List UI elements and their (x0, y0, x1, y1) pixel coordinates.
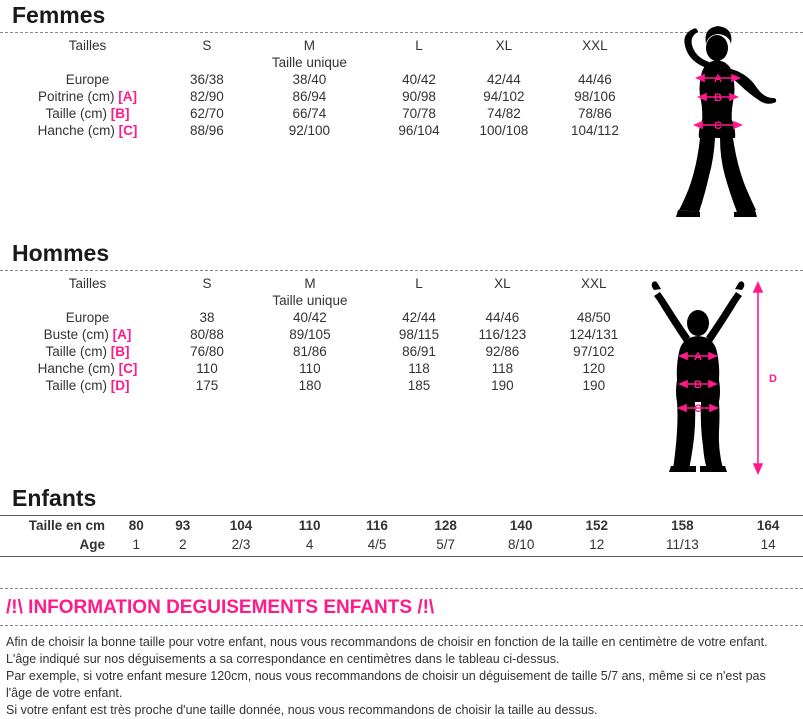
figure-marker-c: C (714, 120, 722, 132)
cell: 86/94 (292, 89, 327, 104)
row-label-text: Europe (65, 310, 110, 325)
table-row (0, 309, 640, 326)
table-row (0, 88, 640, 105)
table-row-header (0, 37, 640, 54)
info-line-1: Afin de choisir la bonne taille pour votre enfant, nous vous recommandons de choisir en fonction de la taille en centimètre de votre enfant. (6, 635, 768, 649)
cell: 98/115 (398, 327, 440, 342)
cell: 62/70 (189, 106, 224, 121)
cell: 81/86 (293, 344, 327, 359)
cell: 4 (305, 537, 314, 552)
col-header-2: M (304, 276, 316, 291)
row-label-text: Hanche (cm) (37, 123, 115, 138)
cell: 185 (407, 378, 431, 393)
section-enfants (0, 485, 803, 557)
row-label-taille-b (0, 343, 175, 360)
enfants-title-wrap (0, 485, 803, 515)
cell: 38/40 (292, 72, 327, 87)
cell: 4/5 (367, 537, 387, 552)
cell: 118 (491, 361, 514, 376)
info-line-4: Si votre enfant est très proche d'une taille donnée, nous vous recommandons de choisir la taille au dessus. (6, 703, 598, 717)
cell: 66/74 (292, 106, 327, 121)
cell: 175 (195, 378, 219, 393)
cell: 124/131 (569, 327, 619, 342)
row-label-buste (0, 326, 175, 343)
hommes-title-wrap (0, 240, 803, 270)
cell: 93 (175, 518, 191, 533)
cell: 118 (408, 361, 430, 376)
col-header-5: XXL (582, 38, 608, 53)
row-label-hanche (0, 122, 175, 139)
col-header-1: S (202, 38, 212, 53)
cell: 76/80 (190, 344, 224, 359)
col-header-0: Tailles (68, 38, 107, 53)
row-label-age: Age (79, 537, 105, 552)
cell: 2/3 (231, 537, 251, 552)
cell: 190 (491, 378, 514, 393)
table-row (0, 377, 640, 394)
figure-marker-d: D (769, 373, 777, 385)
table-row-taille-unique (0, 292, 640, 309)
row-label-text: Poitrine (cm) (37, 89, 115, 104)
col-header-4: XL (494, 276, 511, 291)
table-row (0, 71, 640, 88)
cell: 70/78 (402, 106, 436, 121)
cell: 11/13 (666, 537, 699, 552)
table-row (0, 360, 640, 377)
row-label-text: Taille (cm) (45, 106, 107, 121)
info-line-3: Par exemple, si votre enfant mesure 120cm, nous vous recommandons de choisir un déguisement de taille 5/7 ans, même si ce n'est pas l'âge de votre enfant. (6, 669, 766, 700)
cell: 158 (671, 518, 694, 533)
row-label-text: Taille (cm) (45, 344, 107, 359)
marker-d: [D] (110, 378, 130, 393)
female-silhouette-figure (645, 22, 785, 220)
cell: 110 (196, 361, 218, 376)
table-hommes (0, 275, 640, 394)
row-label-taille (0, 105, 175, 122)
cell: 104/112 (571, 123, 619, 138)
row-label-poitrine (0, 88, 175, 105)
cell: 116/123 (478, 327, 527, 342)
cell: 110 (298, 518, 321, 533)
male-silhouette-figure (640, 280, 790, 478)
cell: 42/44 (402, 310, 436, 325)
cell: 1 (132, 537, 141, 552)
divider-enfants-bottom (0, 556, 803, 557)
cell: 180 (298, 378, 322, 393)
table-row-header (0, 275, 640, 292)
section-hommes (0, 240, 803, 415)
cell: 120 (582, 361, 606, 376)
cell: 94/102 (483, 89, 525, 104)
cell: 110 (299, 361, 321, 376)
row-label-hanche (0, 360, 175, 377)
marker-a: [A] (112, 327, 132, 342)
marker-b: [B] (110, 344, 130, 359)
figure-marker-b: B (714, 92, 722, 104)
marker-a: [A] (118, 89, 138, 104)
table-row (0, 326, 640, 343)
cell: 42/44 (486, 72, 521, 87)
row-label-europe (0, 309, 175, 326)
cell: 44/46 (485, 310, 520, 325)
info-line-2: L'âge indiqué sur nos déguisements a sa correspondance en centimètres dans le tableau ci-dessus. (6, 652, 560, 666)
cell: 92/100 (288, 123, 331, 138)
cell: 38 (199, 310, 215, 325)
col-header-1: S (202, 276, 212, 291)
col-header-2: M (303, 38, 315, 53)
row-label-text: Europe (65, 72, 110, 87)
col-header-4: XL (495, 38, 513, 53)
cell: 104 (229, 518, 253, 533)
page-title-femmes: Femmes (12, 2, 106, 28)
table-row-age (0, 535, 803, 554)
marker-b: [B] (110, 106, 130, 121)
cell: 82/90 (189, 89, 224, 104)
section-femmes (0, 0, 803, 139)
cell: 14 (760, 537, 776, 552)
row-label-taille-d (0, 377, 175, 394)
table-row (0, 105, 640, 122)
cell: 74/82 (486, 106, 521, 121)
cell: 128 (434, 518, 457, 533)
cell: 140 (509, 518, 533, 533)
table-row (0, 122, 640, 139)
row-label-text: Hanche (cm) (37, 361, 115, 376)
cell: 2 (179, 537, 187, 552)
cell: 8/10 (508, 537, 535, 552)
cell: 80 (128, 518, 144, 533)
table-enfants (0, 516, 803, 554)
taille-unique-label: Taille unique (272, 293, 348, 308)
cell: 98/106 (574, 89, 616, 104)
taille-unique-label: Taille unique (271, 55, 347, 70)
info-title: /!\ INFORMATION DEGUISEMENTS ENFANTS /!\ (6, 597, 435, 618)
table-femmes (0, 37, 640, 139)
cell: 12 (589, 537, 605, 552)
col-header-0: Tailles (68, 276, 107, 291)
cell: 116 (366, 518, 388, 533)
info-paragraph (0, 626, 803, 719)
table-row-taille-unique (0, 54, 640, 71)
col-header-3: L (415, 38, 423, 53)
row-label-text: Taille (cm) (45, 378, 107, 393)
figure-marker-c: C (694, 403, 702, 415)
page-title-hommes: Hommes (12, 240, 110, 266)
cell: 90/98 (402, 89, 436, 104)
figure-marker-b: B (694, 379, 702, 391)
cell: 44/46 (578, 72, 612, 87)
page-title-enfants: Enfants (12, 485, 97, 511)
cell: 40/42 (402, 72, 436, 87)
cell: 152 (585, 518, 609, 533)
col-header-3: L (415, 276, 423, 291)
cell: 88/96 (189, 123, 224, 138)
cell: 78/86 (578, 106, 612, 121)
col-header-5: XXL (581, 276, 607, 291)
cell: 92/86 (485, 344, 520, 359)
figure-marker-a: A (694, 351, 702, 363)
cell: 100/108 (479, 123, 529, 138)
section-info (0, 588, 803, 719)
row-label-europe (0, 71, 175, 88)
cell: 89/105 (289, 327, 331, 342)
row-label-text: Buste (cm) (43, 327, 109, 342)
cell: 97/102 (573, 344, 615, 359)
cell: 96/104 (398, 123, 440, 138)
cell: 164 (756, 518, 780, 533)
cell: 80/88 (190, 327, 224, 342)
cell: 190 (582, 378, 606, 393)
table-row-taille-cm (0, 516, 803, 535)
marker-c: [C] (118, 123, 138, 138)
cell: 48/50 (576, 310, 611, 325)
cell: 36/38 (189, 72, 224, 87)
table-row (0, 343, 640, 360)
cell: 40/42 (293, 310, 327, 325)
figure-marker-a: A (714, 73, 722, 85)
cell: 86/91 (402, 344, 436, 359)
row-label-taille-cm: Taille en cm (28, 518, 105, 533)
marker-c: [C] (118, 361, 138, 376)
cell: 5/7 (436, 537, 455, 552)
